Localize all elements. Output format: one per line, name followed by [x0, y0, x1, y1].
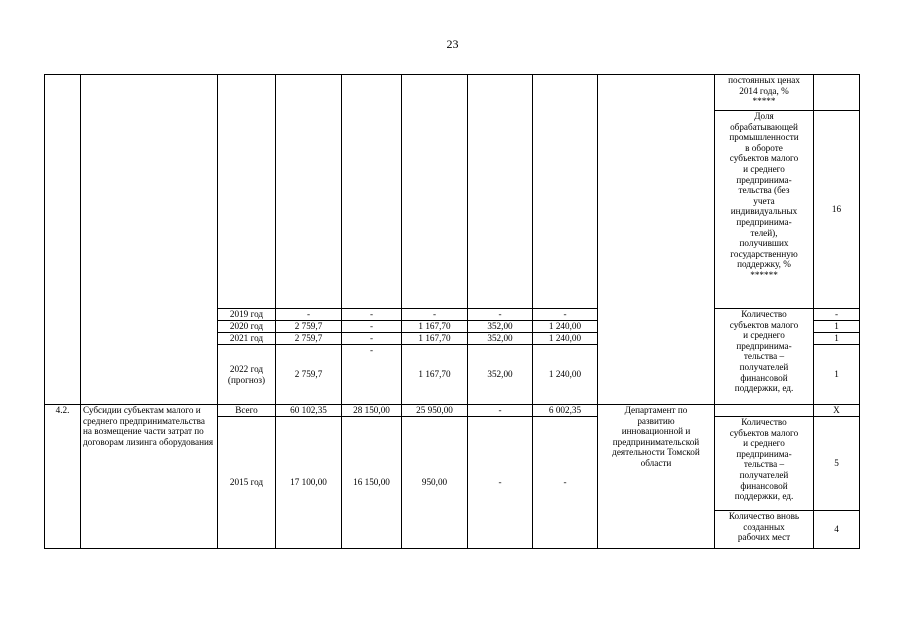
local-cell: - [468, 309, 533, 321]
federal-cell: 16 150,00 [342, 417, 402, 549]
indicator-text [715, 405, 814, 417]
external-cell: - [533, 417, 598, 549]
local-cell: - [468, 405, 533, 417]
total-cell: 2 759,7 [276, 345, 342, 405]
total-cell: 60 102,35 [276, 405, 342, 417]
indicator-value: 1 [814, 333, 860, 345]
item-name: Субсидии субъектам малого и среднего предпринимательства на возмещение части затрат по договорам лизинга оборудования [81, 405, 218, 549]
year-cell: 2019 год [218, 309, 276, 321]
total-cell: 17 100,00 [276, 417, 342, 549]
local-cell: 352,00 [468, 321, 533, 333]
executor-cell-continued [598, 75, 715, 405]
regional-cell: 1 167,70 [402, 333, 468, 345]
total-cell: - [276, 309, 342, 321]
indicator-text: Количество субъектов малого и среднего предпринима- тельства – получателей финансовой поддержки, ед. [715, 309, 814, 405]
table-row [45, 405, 860, 417]
regional-cell-continued [402, 75, 468, 309]
external-cell: 6 002,35 [533, 405, 598, 417]
local-cell: 352,00 [468, 333, 533, 345]
local-cell: - [468, 417, 533, 549]
year-cell: 2015 год [218, 417, 276, 549]
indicator-text: Доля обрабатывающей промышленности в обороте субъектов малого и среднего предпринима- тельства (без учета индивидуальных предпринима- телей), получивших государственную поддержку, % ****** [715, 111, 814, 309]
indicator-value: 16 [814, 111, 860, 309]
indicator-value: 5 [814, 417, 860, 511]
federal-cell: - [342, 333, 402, 345]
page-number: 23 [446, 37, 459, 51]
executor: Департамент по развитию инновационной и предпринимательской деятельности Томской области [598, 405, 715, 549]
indicator-text: постоянных ценах 2014 года, % ***** [715, 75, 814, 111]
external-cell: 1 240,00 [533, 333, 598, 345]
local-cell-continued [468, 75, 533, 309]
external-cell-continued [533, 75, 598, 309]
indicator-text: Количество вновь созданных рабочих мест [715, 511, 814, 549]
year-cell: 2020 год [218, 321, 276, 333]
regional-cell: 25 950,00 [402, 405, 468, 417]
regional-cell: 1 167,70 [402, 345, 468, 405]
regional-cell: - [402, 309, 468, 321]
external-cell: - [533, 309, 598, 321]
year-cell: 2022 год (прогноз) [218, 345, 276, 405]
indicator-value: - [814, 309, 860, 321]
local-cell: 352,00 [468, 345, 533, 405]
item-number: 4.2. [45, 405, 81, 549]
total-cell-continued [276, 75, 342, 309]
federal-cell-continued [342, 75, 402, 309]
federal-cell: - [342, 321, 402, 333]
number-cell-continued [45, 75, 81, 405]
external-cell: 1 240,00 [533, 321, 598, 333]
year-cell: 2021 год [218, 333, 276, 345]
federal-cell: - [342, 309, 402, 321]
indicator-value: 1 [814, 345, 860, 405]
program-table [44, 74, 860, 549]
indicator-value [814, 75, 860, 111]
total-cell: 2 759,7 [276, 333, 342, 345]
indicator-value: 4 [814, 511, 860, 549]
indicator-value: X [814, 405, 860, 417]
federal-cell: 28 150,00 [342, 405, 402, 417]
federal-cell: - [342, 345, 402, 405]
name-cell-continued [81, 75, 218, 405]
regional-cell: 950,00 [402, 417, 468, 549]
external-cell: 1 240,00 [533, 345, 598, 405]
total-cell: 2 759,7 [276, 321, 342, 333]
indicator-value: 1 [814, 321, 860, 333]
regional-cell: 1 167,70 [402, 321, 468, 333]
table-row [45, 75, 860, 111]
indicator-text: Количество субъектов малого и среднего предпринима- тельства – получателей финансовой поддержки, ед. [715, 417, 814, 511]
year-cell: Всего [218, 405, 276, 417]
year-cell-continued [218, 75, 276, 309]
